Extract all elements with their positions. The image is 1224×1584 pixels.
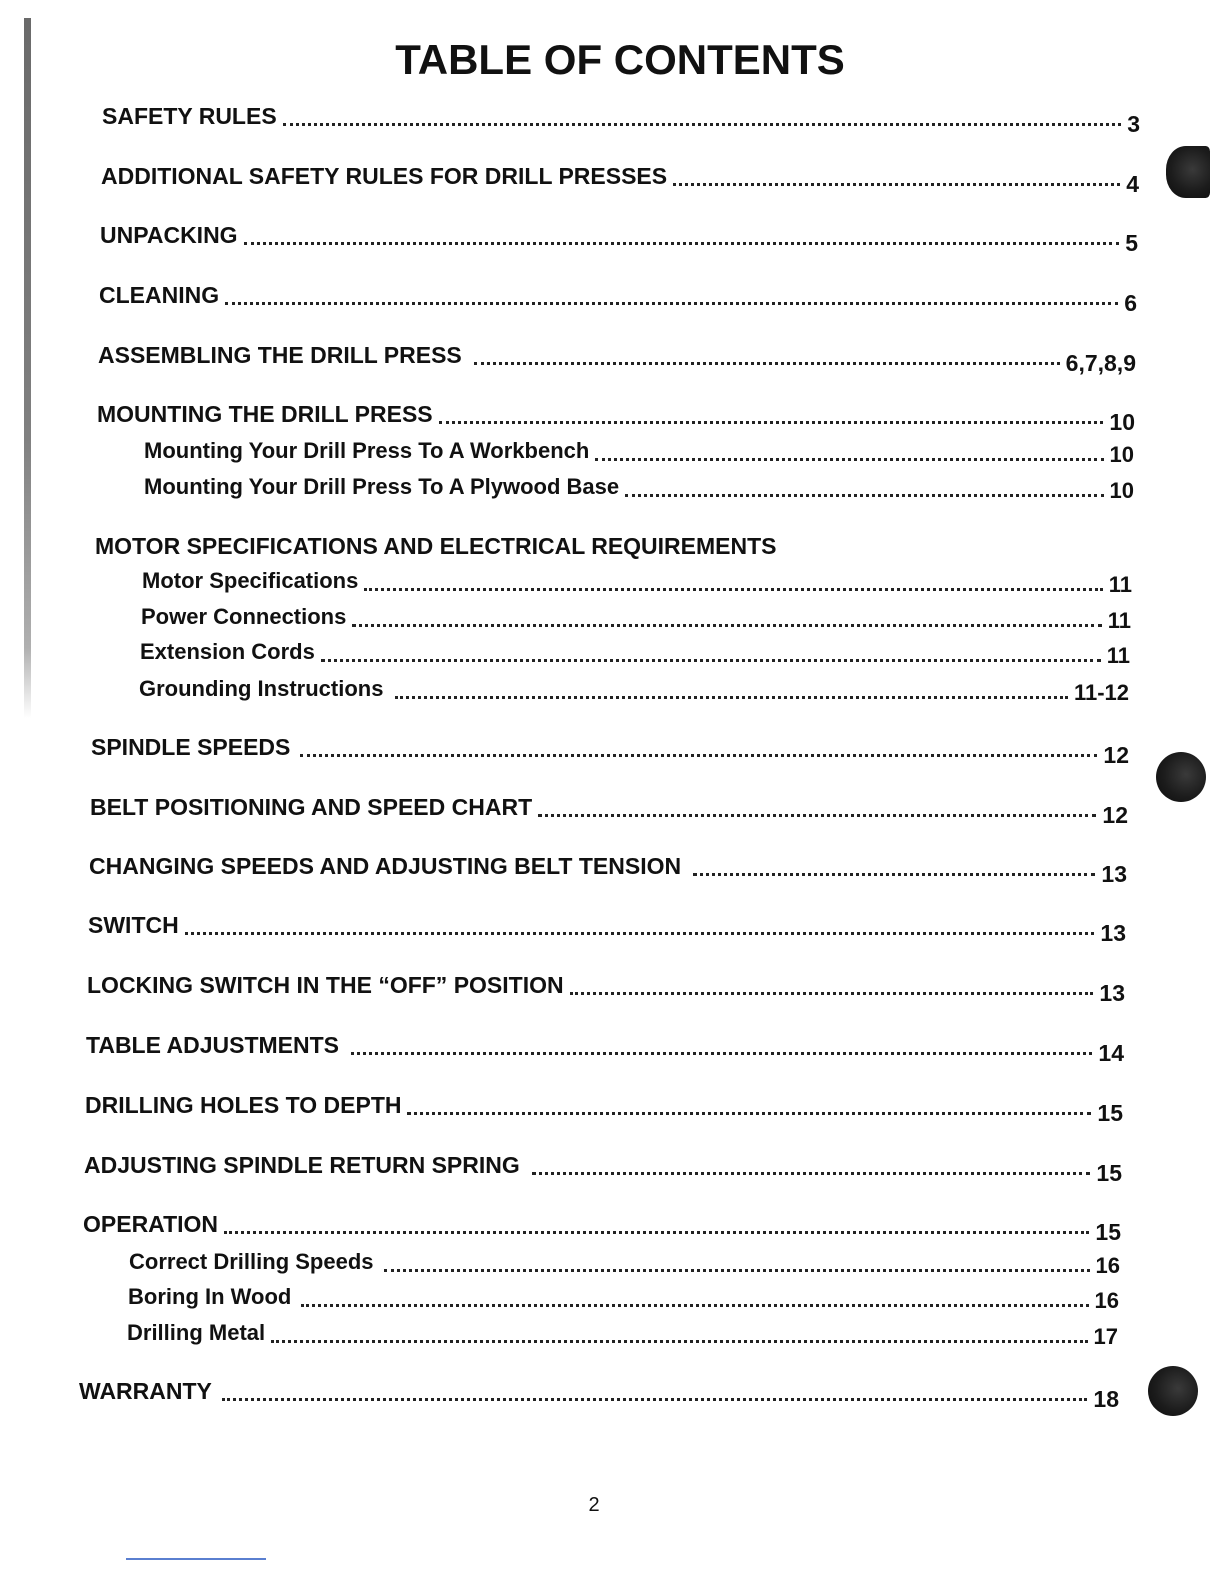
toc-entry-page: 11 xyxy=(1108,572,1132,597)
toc-entry-page: 15 xyxy=(1095,1219,1121,1245)
dot-leader xyxy=(351,1052,1092,1055)
toc-entry-switch xyxy=(88,911,1126,946)
toc-entry-unpacking xyxy=(100,221,1138,256)
toc-entry-warranty xyxy=(79,1377,1119,1412)
toc-entry-label: DRILLING HOLES TO DEPTH xyxy=(85,1092,402,1118)
toc-entry-label: Correct Drilling Speeds xyxy=(129,1249,374,1274)
toc-entry-label: Extension Cords xyxy=(140,639,315,664)
toc-entry-page: 10 xyxy=(1109,409,1135,435)
toc-entry-page: 11 xyxy=(1106,643,1130,668)
toc-entry-label: Drilling Metal xyxy=(127,1320,266,1345)
toc-entry-label: ADJUSTING SPINDLE RETURN SPRING xyxy=(84,1152,520,1178)
toc-entry-motor-specs-heading xyxy=(95,532,1133,560)
toc-entry-label: LOCKING SWITCH IN THE “OFF” POSITION xyxy=(87,972,564,998)
toc-subentry-boring-in-wood xyxy=(128,1283,1119,1311)
dot-leader xyxy=(538,814,1096,817)
toc-entry-label: Mounting Your Drill Press To A Plywood Base xyxy=(144,474,620,499)
dot-leader xyxy=(225,302,1118,305)
dot-leader xyxy=(352,624,1101,627)
toc-entry-belt-positioning xyxy=(90,793,1128,828)
toc-entry-page: 13 xyxy=(1099,980,1125,1006)
toc-entry-page: 16 xyxy=(1094,1288,1119,1313)
dot-leader xyxy=(321,659,1101,662)
toc-entry-table-adjustments xyxy=(86,1031,1124,1066)
toc-entry-label: Grounding Instructions xyxy=(139,676,384,701)
toc-entry-page: 10 xyxy=(1109,442,1134,467)
dot-leader xyxy=(364,588,1102,591)
dot-leader xyxy=(439,421,1104,424)
bottom-rule xyxy=(126,1558,266,1560)
dot-leader xyxy=(595,458,1103,461)
page-number: 2 xyxy=(588,1494,600,1516)
toc-entry-page: 6 xyxy=(1124,290,1137,316)
toc-entry-label: TABLE ADJUSTMENTS xyxy=(86,1032,339,1058)
toc-entry-label: ASSEMBLING THE DRILL PRESS xyxy=(98,342,462,368)
toc-entry-page: 4 xyxy=(1126,171,1139,197)
toc-entry-page: 15 xyxy=(1096,1160,1122,1186)
toc-entry-page: 13 xyxy=(1100,920,1126,946)
dot-leader xyxy=(673,183,1120,186)
toc-entry-page: 14 xyxy=(1098,1040,1124,1066)
toc-entry-label: CLEANING xyxy=(99,282,220,308)
toc-entry-label: CHANGING SPEEDS AND ADJUSTING BELT TENSION xyxy=(89,853,682,879)
toc-entry-page: 12 xyxy=(1103,742,1129,768)
binder-hole-top xyxy=(1166,146,1210,198)
toc-entry-label: SWITCH xyxy=(88,912,179,938)
toc-entry-cleaning xyxy=(99,281,1137,316)
toc-entry-page: 15 xyxy=(1097,1100,1123,1126)
toc-entry-page: 18 xyxy=(1093,1386,1119,1412)
dot-leader xyxy=(384,1269,1090,1272)
toc-entry-label: WARRANTY xyxy=(79,1378,212,1404)
dot-leader xyxy=(283,123,1122,126)
dot-leader xyxy=(570,992,1094,995)
toc-subentry-drilling-metal xyxy=(127,1319,1118,1347)
dot-leader xyxy=(474,362,1060,365)
toc-entry-page: 11-12 xyxy=(1073,680,1129,705)
toc-entry-label: ADDITIONAL SAFETY RULES FOR DRILL PRESSES xyxy=(101,163,668,189)
dot-leader xyxy=(185,932,1095,935)
toc-entry-page: 5 xyxy=(1125,230,1138,256)
toc-entry-label: OPERATION xyxy=(83,1211,219,1237)
toc-entry-page: 13 xyxy=(1101,861,1127,887)
dot-leader xyxy=(224,1231,1089,1234)
toc-entry-assembling xyxy=(98,341,1136,376)
dot-leader xyxy=(244,242,1120,245)
toc-subentry-extension-cords xyxy=(140,638,1130,666)
toc-entry-drilling-holes xyxy=(85,1091,1123,1126)
toc-entry-page: 10 xyxy=(1109,478,1134,503)
toc-entry-label: SPINDLE SPEEDS xyxy=(91,734,291,760)
toc-entry-label: Motor Specifications xyxy=(142,568,359,593)
toc-entry-label: MOTOR SPECIFICATIONS AND ELECTRICAL REQUIREMENTS xyxy=(95,533,777,559)
dot-leader xyxy=(271,1340,1087,1343)
dot-leader xyxy=(625,494,1103,497)
binder-hole-middle xyxy=(1156,752,1206,802)
toc-entry-label: Power Connections xyxy=(141,604,347,629)
dot-leader xyxy=(407,1112,1091,1115)
scan-edge-bar xyxy=(24,18,31,718)
toc-entry-page: 3 xyxy=(1127,111,1140,137)
toc-entry-page: 12 xyxy=(1102,802,1128,828)
toc-entry-additional-safety-rules xyxy=(101,162,1139,197)
toc-entry-page: 6,7,8,9 xyxy=(1065,350,1136,376)
dot-leader xyxy=(693,873,1095,876)
toc-subentry-grounding-instructions xyxy=(139,675,1129,703)
toc-entry-label: UNPACKING xyxy=(100,222,238,248)
toc-entry-page: 11 xyxy=(1107,608,1131,633)
dot-leader xyxy=(301,1304,1088,1307)
toc-entry-operation xyxy=(83,1210,1121,1245)
dot-leader xyxy=(300,754,1097,757)
toc-subentry-motor-specifications xyxy=(142,567,1132,595)
toc-entry-label: SAFETY RULES xyxy=(102,103,277,129)
toc-subentry-workbench xyxy=(144,437,1134,465)
toc-entry-safety-rules xyxy=(102,102,1140,137)
dot-leader xyxy=(395,696,1068,699)
toc-entry-changing-speeds xyxy=(89,852,1127,887)
binder-hole-bottom xyxy=(1148,1366,1198,1416)
toc-entry-page: 16 xyxy=(1095,1253,1120,1278)
toc-entry-label: MOUNTING THE DRILL PRESS xyxy=(97,401,433,427)
toc-subentry-correct-drilling-speeds xyxy=(129,1248,1120,1276)
toc-entry-mounting xyxy=(97,400,1135,435)
toc-entry-label: BELT POSITIONING AND SPEED CHART xyxy=(90,794,533,820)
toc-subentry-plywood-base xyxy=(144,473,1134,501)
toc-subentry-power-connections xyxy=(141,603,1131,631)
page-title: TABLE OF CONTENTS xyxy=(395,36,845,83)
toc-entry-label: Mounting Your Drill Press To A Workbench xyxy=(144,438,590,463)
dot-leader xyxy=(222,1398,1088,1401)
toc-entry-page: 17 xyxy=(1093,1324,1118,1349)
toc-entry-spindle-speeds xyxy=(91,733,1129,768)
toc-entry-locking-switch xyxy=(87,971,1125,1006)
dot-leader xyxy=(532,1172,1091,1175)
toc-entry-label: Boring In Wood xyxy=(128,1284,292,1309)
toc-entry-adjusting-spindle-spring xyxy=(84,1151,1122,1186)
